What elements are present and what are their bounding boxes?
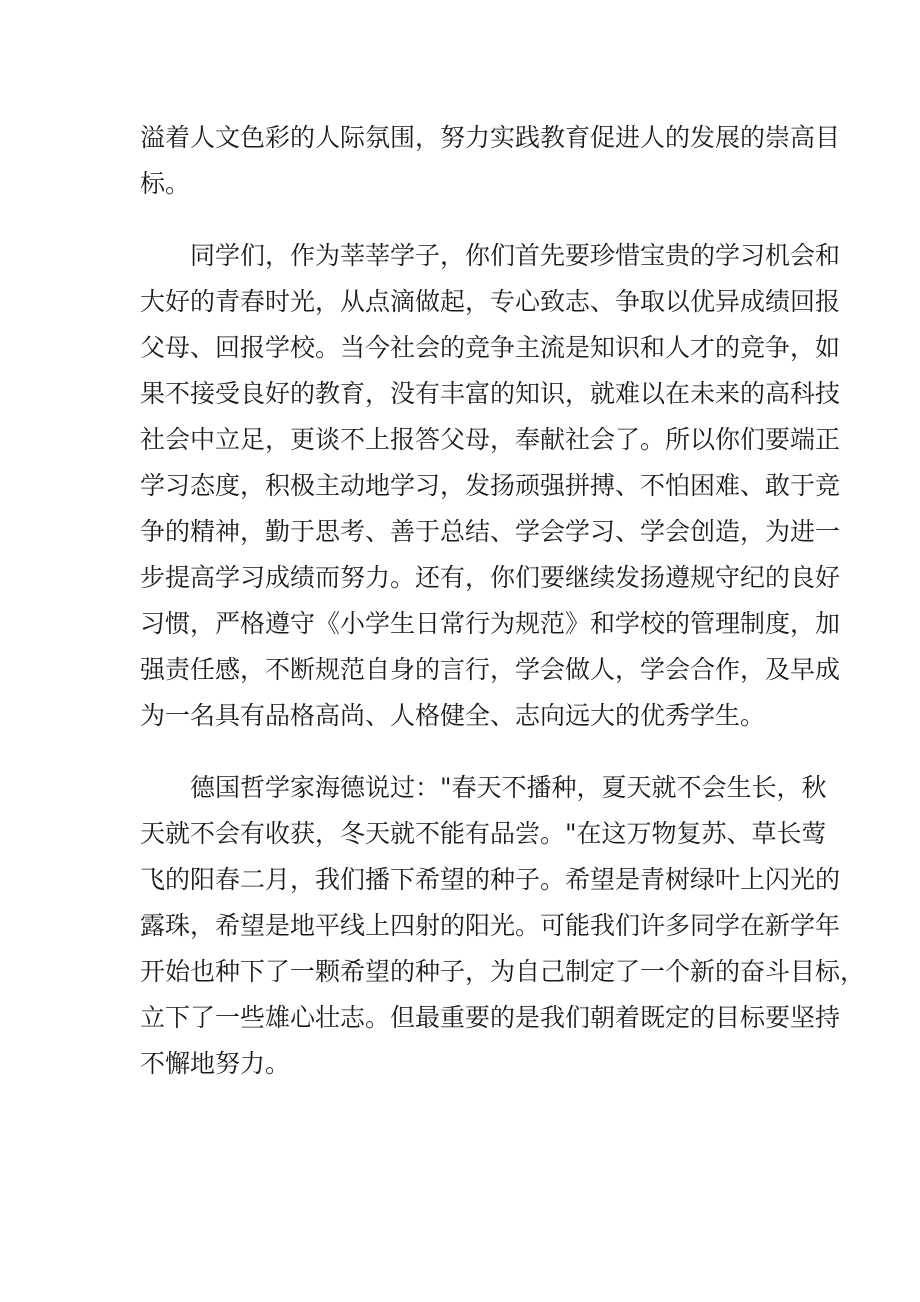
paragraph-line: 父母、回报学校。当今社会的竞争主流是知识和人才的竞争，如	[140, 333, 841, 362]
paragraph-line: 同学们，作为莘莘学子，你们首先要珍惜宝贵的学习机会和	[190, 241, 841, 270]
paragraph-line: 溢着人文色彩的人际氛围，努力实践教育促进人的发展的崇高目	[140, 123, 841, 152]
paragraph-line: 飞的阳春二月，我们播下希望的种子。希望是青树绿叶上闪光的	[140, 865, 841, 894]
paragraph-line: 立下了一些雄心壮志。但最重要的是我们朝着既定的目标要坚持	[140, 1003, 841, 1032]
paragraph-line: 社会中立足，更谈不上报答父母，奉献社会了。所以你们要端正	[140, 425, 841, 454]
paragraph-line: 步提高学习成绩而努力。还有，你们要继续发扬遵规守纪的良好	[140, 563, 841, 592]
paragraph-line: 德国哲学家海德说过："春天不播种，夏天就不会生长，秋	[190, 773, 827, 802]
paragraph-line: 大好的青春时光，从点滴做起，专心致志、争取以优异成绩回报	[140, 287, 841, 316]
paragraph-line: 天就不会有收获，冬天就不能有品尝。"在这万物复苏、草长莺	[140, 819, 827, 848]
paragraph-line: 不懈地努力。	[140, 1049, 291, 1078]
paragraph-line: 争的精神，勤于思考、善于总结、学会学习、学会创造，为进一	[140, 517, 841, 546]
paragraph-1	[140, 115, 841, 207]
paragraph-line: 学习态度，积极主动地学习，发扬顽强拼搏、不怕困难、敢于竞	[140, 471, 841, 500]
paragraph-line: 为一名具有品格高尚、人格健全、志向远大的优秀学生。	[140, 701, 766, 730]
document-body	[140, 115, 866, 1113]
paragraph-2	[140, 233, 841, 739]
paragraph-line: 强责任感，不断规范自身的言行，学会做人，学会合作，及早成	[140, 655, 841, 684]
paragraph-3	[140, 765, 866, 1087]
paragraph-line: 习惯，严格遵守《小学生日常行为规范》和学校的管理制度，加	[140, 609, 841, 638]
paragraph-line: 标。	[140, 169, 191, 198]
paragraph-line: 露珠，希望是地平线上四射的阳光。可能我们许多同学在新学年	[140, 911, 841, 940]
paragraph-line: 果不接受良好的教育，没有丰富的知识，就难以在未来的高科技	[140, 379, 841, 408]
paragraph-line: 开始也种下了一颗希望的种子，为自己制定了一个新的奋斗目标，	[140, 957, 866, 986]
